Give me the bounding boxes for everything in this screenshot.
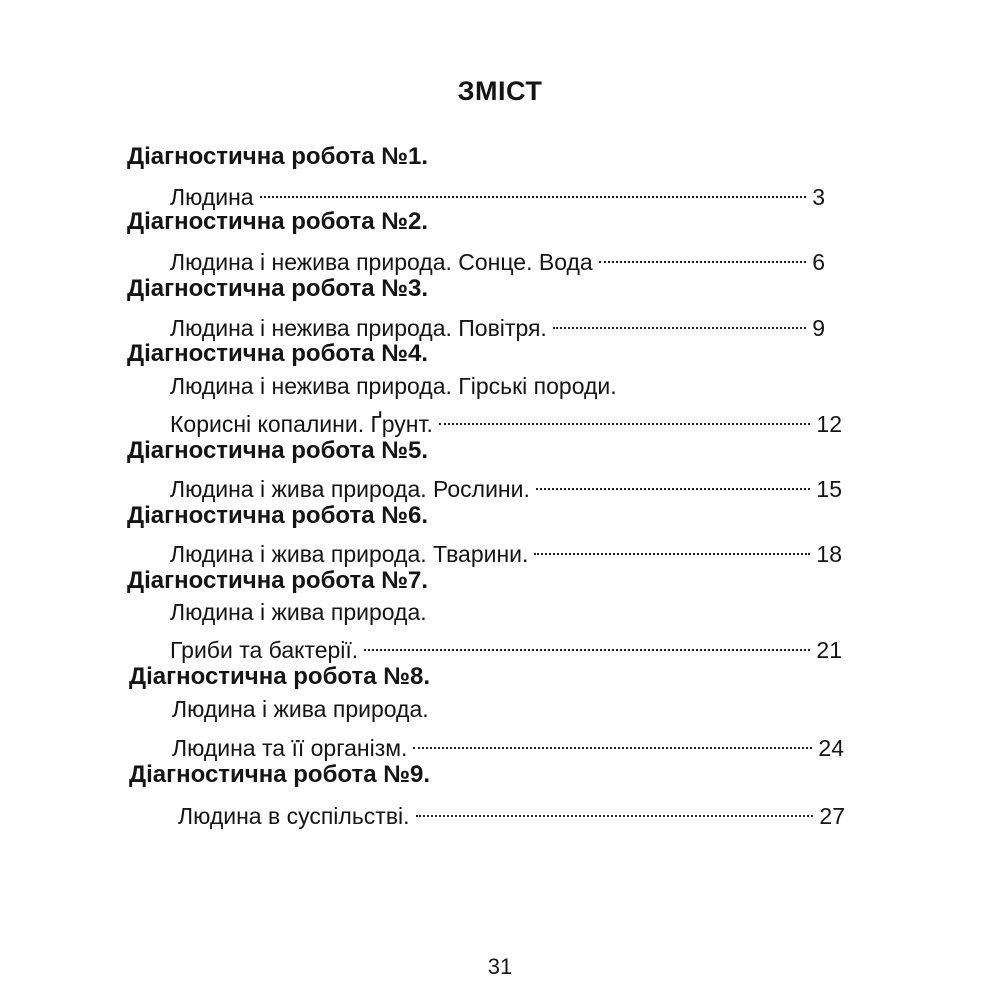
toc-page-number: 9 — [812, 315, 825, 341]
dot-leader — [536, 467, 811, 497]
toc-entry[interactable] — [172, 726, 844, 763]
toc-entry[interactable] — [170, 467, 842, 504]
toc-heading: Діагностична робота №7. — [127, 567, 428, 594]
dot-leader — [364, 628, 810, 658]
toc-entry-title: Корисні копалини. Ґрунт. — [170, 411, 433, 437]
toc-heading: Діагностична робота №3. — [127, 275, 428, 302]
toc-entry[interactable] — [170, 532, 842, 569]
toc-heading: Діагностична робота №9. — [129, 761, 430, 788]
toc-entry-title: Людина і нежива природа. Сонце. Вода — [170, 249, 593, 275]
toc-page-number: 3 — [812, 184, 825, 210]
toc-entry[interactable] — [178, 794, 845, 831]
page-number: 31 — [487, 954, 513, 979]
toc-entry-title: Людина і нежива природа. Повітря. — [170, 315, 547, 341]
toc-heading: Діагностична робота №6. — [127, 502, 428, 529]
dot-leader — [553, 306, 806, 336]
toc-entry-title-line: Людина і жива природа. — [172, 696, 429, 722]
dot-leader — [439, 402, 811, 432]
toc-heading: Діагностична робота №5. — [127, 437, 428, 464]
toc-entry-title: Людина і жива природа. Рослини. — [170, 476, 530, 502]
toc-page-number: 21 — [816, 637, 842, 663]
toc-page-number: 24 — [818, 735, 844, 761]
page-title: ЗМІСТ — [457, 76, 543, 106]
toc-entry-title-line: Людина і жива природа. — [170, 599, 427, 625]
toc-page-number: 18 — [816, 541, 842, 567]
toc-entry-title: Людина в суспільстві. — [178, 803, 410, 829]
toc-heading: Діагностична робота №1. — [127, 143, 428, 170]
dot-leader — [416, 794, 814, 824]
dot-leader — [413, 726, 812, 756]
toc-entry-title: Людина та її організм. — [172, 735, 408, 761]
toc-entry[interactable] — [170, 402, 842, 439]
toc-entry-title: Людина і жива природа. Тварини. — [170, 541, 529, 567]
toc-entry[interactable] — [170, 628, 842, 665]
toc-entry-title: Людина — [170, 184, 254, 210]
dot-leader — [260, 175, 807, 205]
toc-page-number: 12 — [816, 411, 842, 437]
toc-entry[interactable] — [170, 306, 825, 343]
toc-page-number: 6 — [812, 249, 825, 275]
toc-entry[interactable] — [170, 240, 825, 277]
toc-heading: Діагностична робота №8. — [129, 663, 430, 690]
toc-page-number: 27 — [819, 803, 845, 829]
toc-entry-title-line: Людина і нежива природа. Гірські породи. — [170, 373, 617, 399]
dot-leader — [534, 532, 810, 562]
toc-heading: Діагностична робота №4. — [127, 340, 428, 367]
toc-entry-title: Гриби та бактерії. — [170, 637, 359, 663]
toc-page-number: 15 — [816, 476, 842, 502]
dot-leader — [599, 240, 807, 270]
toc-heading: Діагностична робота №2. — [127, 208, 428, 235]
